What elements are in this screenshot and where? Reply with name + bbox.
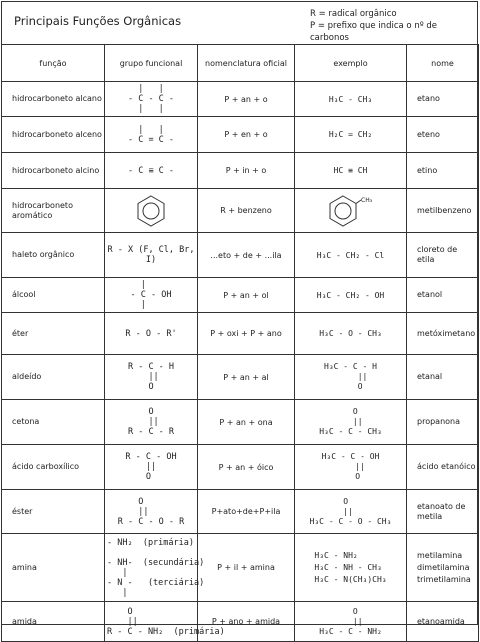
- cell-nomenclatura: P + il + amina: [198, 534, 295, 602]
- cell-nome: etanoato de metila: [407, 490, 479, 534]
- table-row: [2, 313, 479, 355]
- cell-exemplo: H₃C - C - OH || O: [321, 452, 380, 481]
- cell-nomenclatura: ...eto + de + ...ila: [198, 233, 295, 278]
- cell-nomenclatura: P + in + o: [198, 153, 295, 189]
- cell-grupo: O || R - C - NH₂ (primária): [107, 606, 225, 637]
- cell-exemplo: H₃C - C - H || O: [324, 362, 377, 391]
- cell-exemplo: CH₃: [360, 196, 372, 204]
- table-row: [2, 355, 479, 400]
- cell-funcao: éster: [2, 490, 105, 534]
- cell-funcao: haleto orgânico: [2, 233, 105, 278]
- cell-grupo: R - X (F, Cl, Br, I): [105, 233, 198, 278]
- cell-nome: etanol: [407, 278, 479, 313]
- cell-funcao: hidrocarboneto alcino: [2, 153, 105, 189]
- table-header-row: [2, 45, 479, 82]
- cell-exemplo: H₃C - CH₃: [295, 82, 407, 117]
- cell-funcao: hidrocarboneto alcano: [2, 82, 105, 117]
- cell-nome: metilbenzeno: [407, 189, 479, 233]
- cell-exemplo: O || H₃C - C - NH₂: [319, 606, 382, 636]
- cell-grupo: O || R - C - R: [127, 407, 175, 437]
- benzene-ring-icon: [134, 194, 168, 228]
- cell-grupo: O || R - C - O - R: [117, 496, 185, 527]
- col-header-exemplo: exemplo: [295, 45, 407, 82]
- page-title: Principais Funções Orgânicas: [14, 14, 182, 28]
- cell-exemplo: H₃C - NH₂ H₃C - NH - CH₃ H₃C - N(CH₃)CH₃: [314, 550, 387, 584]
- cell-nomenclatura: P + an + al: [198, 355, 295, 400]
- cell-grupo: - C ≡ C -: [127, 165, 175, 176]
- col-header-nomenclatura: nomenclatura oficial: [198, 45, 295, 82]
- cell-funcao: cetona: [2, 400, 105, 445]
- table-row: [2, 189, 479, 233]
- cell-exemplo: H₂C = CH₂: [295, 117, 407, 153]
- cell-nome: etano: [407, 82, 479, 117]
- col-header-grupo: grupo funcional: [105, 45, 198, 82]
- table-row: [2, 445, 479, 490]
- functions-table: [1, 44, 479, 642]
- cell-nome: metóximetano: [407, 313, 479, 355]
- cell-grupo: - NH₂ (primária) - NH- (secundária) | - N - (terciária) |: [107, 537, 205, 598]
- cell-nomenclatura: P + an + ona: [198, 400, 295, 445]
- cell-nome: ácido etanóico: [407, 445, 479, 490]
- col-header-funcao: função: [2, 45, 105, 82]
- legend-line-r: R = radical orgânico: [310, 9, 397, 19]
- cell-funcao: aldeído: [2, 355, 105, 400]
- toluene-ring-icon: [326, 194, 376, 228]
- cell-grupo: | | - C = C -: [127, 124, 175, 145]
- cell-funcao: éter: [2, 313, 105, 355]
- cell-nome: etanoamida: [407, 602, 479, 642]
- legend: [310, 8, 477, 44]
- cell-funcao: amida: [2, 602, 105, 642]
- table-row: [2, 278, 479, 313]
- cell-exemplo: HC ≡ CH: [295, 153, 407, 189]
- cell-grupo: R - C - OH || O: [125, 452, 177, 482]
- cell-nomenclatura: P + an + ol: [198, 278, 295, 313]
- cell-grupo: R - O - R': [105, 313, 198, 355]
- cell-grupo: R - C - H || O: [127, 362, 175, 392]
- cell-funcao: hidrocarboneto alceno: [2, 117, 105, 153]
- cell-grupo: | - C - OH |: [130, 280, 172, 310]
- table-row: [2, 233, 479, 278]
- cell-exemplo: H₃C - CH₂ - OH: [295, 278, 407, 313]
- cell-exemplo: O || H₃C - C - CH₃: [319, 407, 382, 436]
- cell-exemplo: H₃C - CH₂ - Cl: [295, 233, 407, 278]
- table-row: [2, 400, 479, 445]
- cell-exemplo: H₃C - O - CH₃: [295, 313, 407, 355]
- cell-funcao: amina: [2, 534, 105, 602]
- organic-functions-sheet: [1, 1, 478, 637]
- cell-nome: etanal: [407, 355, 479, 400]
- table-row: [2, 534, 479, 602]
- cell-grupo: | | - C - C - | |: [127, 84, 175, 114]
- cell-nome: cloreto de etila: [407, 233, 479, 278]
- cell-nomenclatura: P + oxi + P + ano: [198, 313, 295, 355]
- cell-nome: metilamina dimetilamina trimetilamina: [417, 550, 471, 584]
- cell-exemplo: O || H₃C - C - O - CH₃: [309, 496, 392, 526]
- cell-nomenclatura: P + an + o: [198, 82, 295, 117]
- table-row: [2, 82, 479, 117]
- table-row: [2, 602, 479, 642]
- cell-nome: etino: [407, 153, 479, 189]
- cell-nomenclatura: P+ato+de+P+ila: [198, 490, 295, 534]
- cell-nomenclatura: R + benzeno: [198, 189, 295, 233]
- cell-funcao: ácido carboxílico: [2, 445, 105, 490]
- cell-funcao: álcool: [2, 278, 105, 313]
- cell-nome: eteno: [407, 117, 479, 153]
- legend-line-p: P = prefixo que indica o nº de carbonos: [310, 21, 438, 43]
- cell-nomenclatura: P + ano + amida: [198, 602, 295, 642]
- cell-nomenclatura: P + en + o: [198, 117, 295, 153]
- col-header-nome: nome: [407, 45, 479, 82]
- cell-funcao: hidrocarboneto aromático: [2, 189, 105, 233]
- table-row: [2, 490, 479, 534]
- cell-nome: propanona: [407, 400, 479, 445]
- table-row: [2, 117, 479, 153]
- cell-nomenclatura: P + an + óico: [198, 445, 295, 490]
- table-row: [2, 153, 479, 189]
